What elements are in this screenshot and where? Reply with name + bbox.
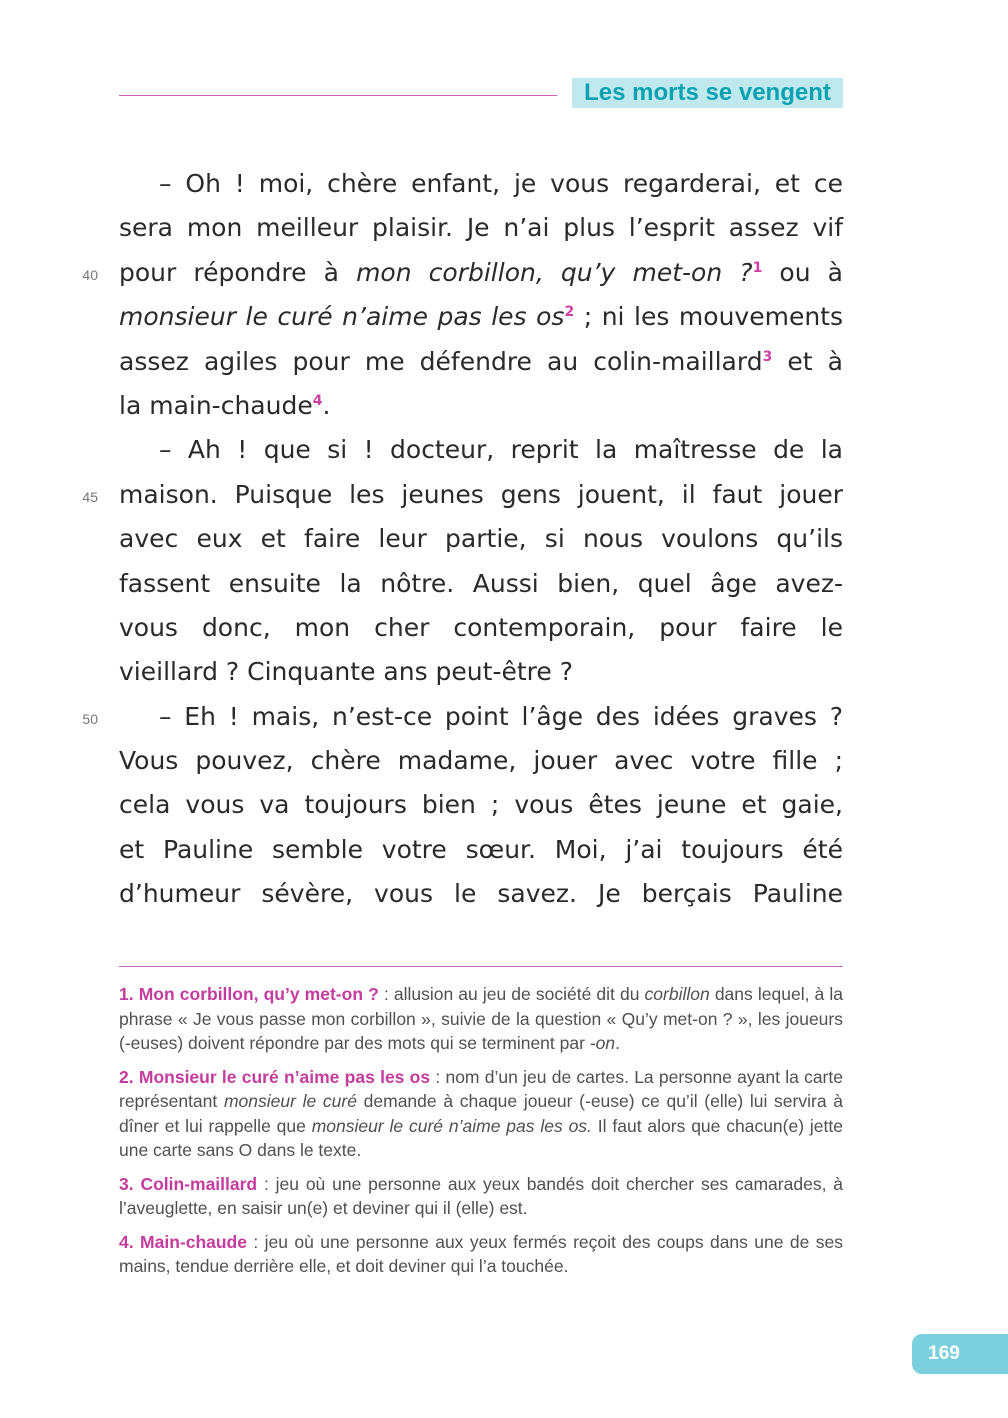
text-line: monsieur le curé n’aime pas les os$^2$ ; ni les mouvements	[119, 302, 843, 332]
game-title-italic: monsieur le curé n’aime pas les os	[119, 302, 565, 332]
footnotes	[119, 982, 843, 1288]
text-line: fassent ensuite la nôtre. Aussi bien, quel âge avez-	[119, 568, 843, 598]
text-line: et Pauline semble votre sœur. Moi, j’ai toujours été	[119, 834, 843, 864]
footnote-number: 3.	[119, 1173, 134, 1194]
text-line: la main-chaude$^4$.	[119, 390, 331, 420]
text-line: – Oh ! moi, chère enfant, je vous regarderai, et ce	[159, 169, 843, 198]
text-line: vieillard ? Cinquante ans peut-être ?	[119, 657, 573, 687]
text-line: – Ah ! que si ! docteur, reprit la maîtresse de la	[159, 435, 843, 465]
footnote-1: 1. Mon corbillon, qu’y met-on ? : allusion au jeu de société dit du corbillon dans lequel, à la phrase « Je vous passe mon corbillon », suivie de la question « Qu’y met-on ? », les joueurs (-euses) doivent répondre par des mots qui se terminent par -on.	[119, 984, 843, 1053]
text-line: vous donc, mon cher contemporain, pour faire le	[119, 612, 843, 642]
line-number-50: 50	[82, 711, 98, 727]
text-line: assez agiles pour me défendre au colin-maillard$^3$ et à	[119, 346, 843, 376]
text-line: pour répondre à mon corbillon, qu’y met-on ?$^1$ ou à	[119, 257, 844, 287]
footnote-4: 4. Main-chaude : jeu où une personne aux yeux fermés reçoit des coups dans une de ses mains, tendue derrière elle, et doit deviner qui l’a touchée.	[119, 1231, 843, 1276]
line-number-40: 40	[82, 267, 98, 283]
footnote-rule	[119, 966, 843, 967]
text-line: cela vous va toujours bien ; vous êtes jeune et gaie,	[119, 790, 843, 820]
game-title-italic: mon corbillon, qu’y met-on ?	[356, 257, 753, 287]
footnote-ref-3[interactable]: 3	[762, 348, 773, 365]
line-number-45: 45	[82, 489, 98, 505]
text-line: maison. Puisque les jeunes gens jouent, il faut jouer	[119, 479, 843, 509]
footnote-term: Mon corbillon, qu’y met-on ?	[138, 984, 379, 1004]
footnote-number: 2.	[119, 1066, 134, 1087]
text-line: Vous pouvez, chère madame, jouer avec votre fille ;	[119, 746, 843, 776]
footnote-number: 4.	[119, 1231, 134, 1252]
main-text	[119, 162, 843, 917]
header-rule	[119, 95, 557, 96]
page-number-tab	[912, 1334, 1008, 1374]
footnote-ref-4[interactable]: 4	[312, 392, 323, 409]
footnote-term: Monsieur le curé n’aime pas les os	[138, 1066, 431, 1087]
footnote-ref-1[interactable]: 1	[752, 259, 763, 276]
chapter-title: Les morts se vengent	[572, 78, 843, 108]
text-line: sera mon meilleur plaisir. Je n’ai plus l’esprit assez vif	[119, 213, 843, 243]
footnote-ref-2[interactable]: 2	[564, 304, 575, 321]
footnote-term: Main-chaude	[140, 1231, 247, 1252]
text-line: avec eux et faire leur partie, si nous voulons qu’ils	[119, 524, 843, 554]
footnote-2: 2. Monsieur le curé n’aime pas les os : nom d’un jeu de cartes. La personne ayant la carte représentant monsieur le curé demande à chaque joueur (-euse) ce qu’il (elle) lui servira à dîner et lui rappelle que monsieur le curé n’aime pas les os. Il faut alors que chacun(e) jette une carte sans O dans le texte.	[119, 1066, 843, 1160]
text-line: d’humeur sévère, vous le savez. Je berçais Pauline	[119, 879, 843, 909]
footnote-number: 1.	[119, 984, 134, 1004]
text-line: – Eh ! mais, n’est-ce point l’âge des idées graves ?	[159, 701, 843, 731]
footnote-3: 3. Colin-maillard : jeu où une personne aux yeux bandés doit chercher ses camarades, à l’aveuglette, en saisir un(e) et deviner qui il (elle) est.	[119, 1173, 843, 1218]
page-number: 169	[928, 1343, 960, 1364]
footnote-term: Colin-maillard	[140, 1173, 258, 1194]
